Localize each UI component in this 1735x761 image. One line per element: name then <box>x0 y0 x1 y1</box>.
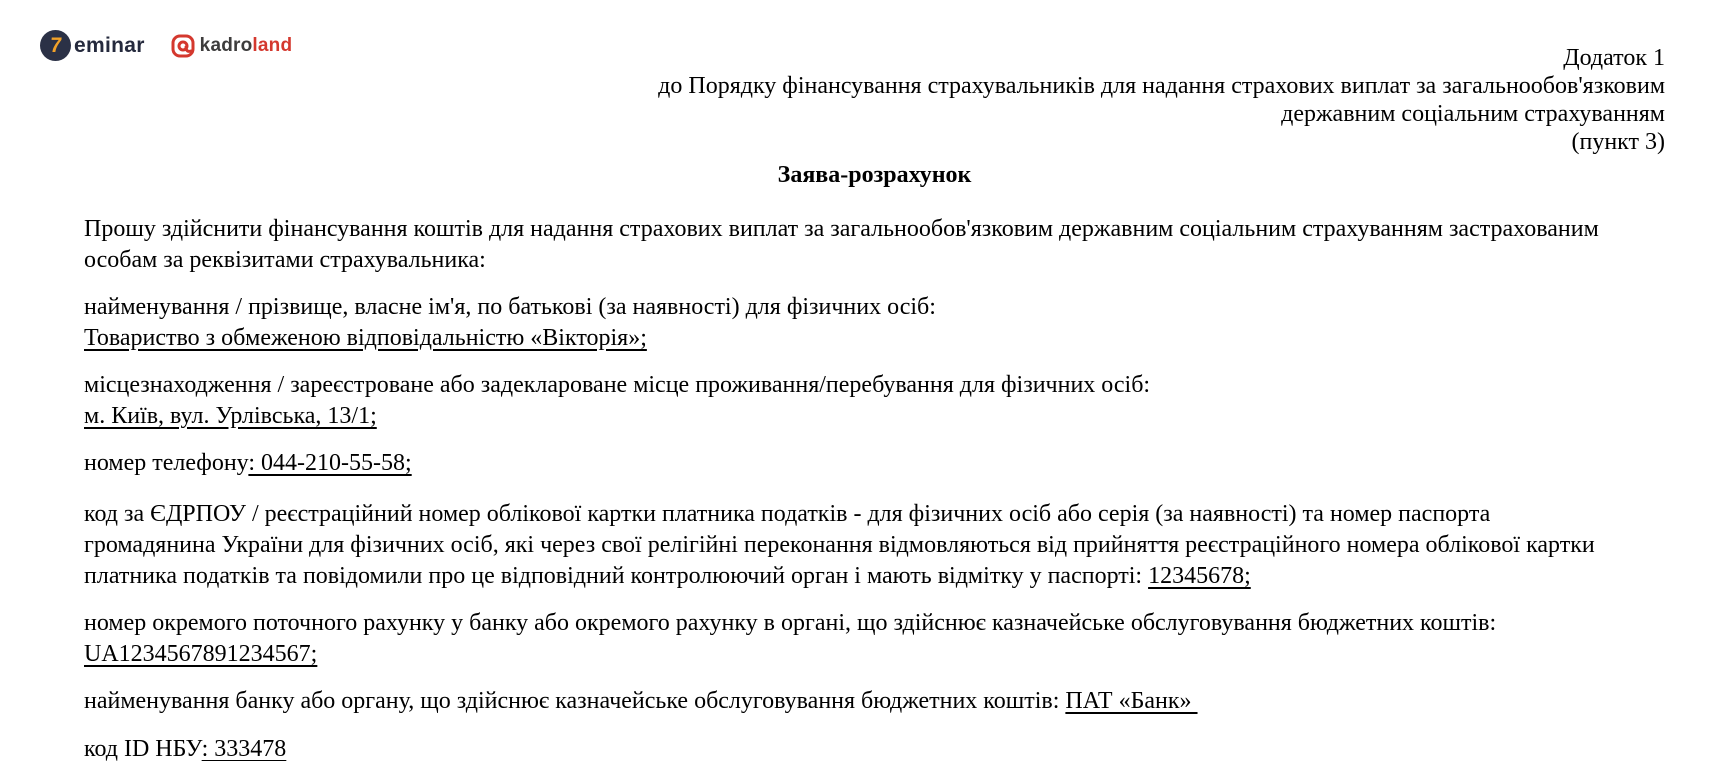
kadroland-logo-text <box>200 35 293 57</box>
field-nbu-id <box>84 734 1614 761</box>
field-phone-value: : 044-210-55-58; <box>248 450 412 476</box>
field-edrpou <box>84 499 1614 592</box>
intro-paragraph: Прошу здійснити фінансування коштів для надання страхових виплат за загальнообов'язковим державним соціальним страхуванням застрахованим особам за реквізитами страхувальника: <box>84 216 1599 273</box>
kadroland-at-icon <box>171 34 195 58</box>
field-address-label: місцезнаходження / зареєстроване або задеклароване місце проживання/перебування для фізичних осіб: <box>84 372 1151 398</box>
appendix-line-3: державним соціальним страхуванням <box>1281 101 1665 127</box>
field-account-number-label: номер окремого поточного рахунку у банку або окремого рахунку в органі, що здійснює казначейське обслуговування бюджетних коштів: <box>84 610 1497 636</box>
field-company-name <box>84 292 1614 354</box>
appendix-reference <box>0 0 1735 156</box>
field-bank-name-label: найменування банку або органу, що здійснює казначейське обслуговування бюджетних коштів: <box>84 688 1066 714</box>
field-nbu-id-value: : 333478 <box>201 736 287 761</box>
field-bank-name <box>84 686 1614 717</box>
kadroland-logo <box>171 34 293 58</box>
field-company-name-label: найменування / прізвище, власне ім'я, по батькові (за наявності) для фізичних осіб: <box>84 294 936 320</box>
field-address-value: м. Київ, вул. Урлівська, 13/1; <box>84 403 377 429</box>
kadroland-text-kadro: kadro <box>199 34 253 56</box>
kadroland-text-land: land <box>252 34 293 56</box>
appendix-line-2: до Порядку фінансування страхувальників для надання страхових виплат за загальнообов'язковим <box>658 73 1665 99</box>
document-title: Заява-розрахунок <box>777 162 972 188</box>
letterhead-logos <box>40 30 292 61</box>
seminar-seven-glyph: 7 <box>48 34 63 57</box>
seminar-logo <box>40 30 145 61</box>
field-nbu-id-label: код ID НБУ <box>84 736 202 761</box>
field-edrpou-label: код за ЄДРПОУ / реєстраційний номер облікової картки платника податків - для фізичних осіб або серія (за наявності) та номер паспорта громадянина України для фізичних осіб, які через свої релігійні переконання відмовляються від прийняття реєстраційного номера облікової картки платника податків та повідомили про це відповідний контролюючий орган і мають відмітку у паспорті: <box>84 501 1595 589</box>
seminar-circle-icon <box>40 30 71 61</box>
appendix-line-1: Додаток 1 <box>1563 45 1665 71</box>
field-address <box>84 370 1614 432</box>
appendix-line-4: (пункт 3) <box>1571 129 1665 155</box>
field-edrpou-value: 12345678; <box>1148 563 1251 589</box>
field-account-number-value: UA1234567891234567; <box>84 641 318 667</box>
field-phone-label: номер телефону <box>84 450 249 476</box>
seminar-logo-text: eminar <box>74 33 145 57</box>
field-phone <box>84 448 1614 479</box>
field-account-number <box>84 608 1614 670</box>
field-bank-name-value: ПАТ «Банк» <box>1065 688 1198 714</box>
document-body <box>0 214 1735 761</box>
field-company-name-value: Товариство з обмеженою відповідальністю «Вікторія»; <box>84 325 647 351</box>
